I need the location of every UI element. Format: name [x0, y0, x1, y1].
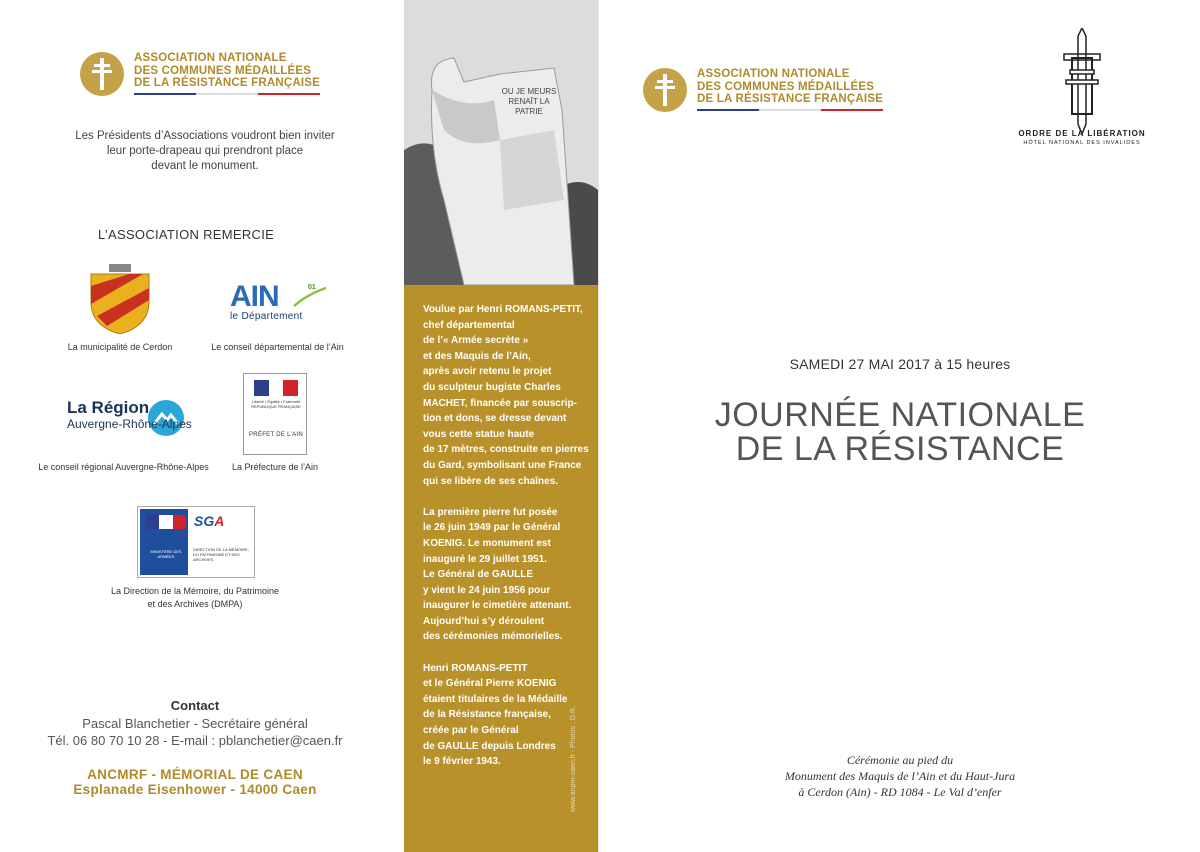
prefecture-logo: Liberté • Égalité • Fraternité RÉPUBLIQUE FRANÇAISE PRÉFET DE L’AIN: [243, 373, 307, 455]
association-name: ASSOCIATION NATIONALE DES COMMUNES MÉDAILLÉES DE LA RÉSISTANCE FRANÇAISE: [697, 68, 884, 105]
tricolor-rule: [697, 109, 883, 111]
monument-illustration: [404, 0, 598, 285]
history-paragraph-3: Henri ROMANS-PETIT et le Général Pierre KOENIG étaient titulaires de la Médaille de la Résistance française, créée par le Général de GAULLE depuis Londres le 9 février 1943.: [423, 662, 568, 768]
cerdon-coat-of-arms-icon: [89, 264, 151, 334]
cross-of-lorraine-icon: [643, 68, 687, 112]
event-date: SAMEDI 27 MAI 2017 à 15 heures: [789, 356, 1011, 372]
tricolor-rule: [134, 93, 320, 95]
marianne-flag-icon: [146, 515, 186, 529]
thanks-heading: L’ASSOCIATION REMERCIE: [98, 227, 275, 242]
memorial-name: ANCMRF - MÉMORIAL DE CAEN: [87, 767, 303, 782]
association-logo-right: [643, 68, 883, 112]
sponsor-caption-region: Le conseil régional Auvergne-Rhône-Alpes: [38, 462, 209, 472]
contact-heading: Contact: [170, 698, 220, 713]
monument-photo: [404, 0, 598, 285]
right-panel: [598, 0, 1200, 852]
middle-panel: [404, 0, 598, 852]
photo-credit: www.anpm-caen.fr - Photos : D.R.: [570, 706, 577, 812]
history-paragraph-2: La première pierre fut posée le 26 juin 1949 par le Général KOENIG. Le monument est inauguré le 29 juillet 1951. Le Général de GAULLE y vient le 24 juin 1956 pour inaugurer le cimetière attenant. Aujourd’hui s’y déroulent des cérémonies mémorielles.: [423, 506, 572, 643]
ceremony-location: Cérémonie au pied du Monument des Maquis de l’Ain et du Haut-Jura à Cerdon (Ain) - RD 1084 - Le Val d’enfer: [784, 753, 1016, 799]
sponsor-caption-ain: Le conseil départemental de l’Ain: [211, 342, 344, 352]
inscription-line-3: PATRIE: [515, 107, 543, 116]
cross-of-lorraine-icon: [80, 52, 124, 96]
ordre-de-la-liberation-logo: ORDRE DE LA LIBÉRATION HÔTEL NATIONAL DES INVALIDES: [1012, 24, 1152, 154]
invite-text: Les Présidents d’Associations voudront bien inviter leur porte-drapeau qui prendront place devant le monument.: [75, 130, 335, 172]
sponsor-caption-dmpa: La Direction de la Mémoire, du Patrimoine et des Archives (DMPA): [110, 586, 280, 609]
history-paragraph-1: Voulue par Henri ROMANS-PETIT, chef départemental de l’« Armée secrète » et des Maquis de l’Ain, après avoir retenu le projet du sculpteur bugiste Charles MACHET, financée par souscrip- tion et dons, se dresse devant vous cette statue haute de 17 mètres, construite en pierres du Gard, symbolisant une France qui se libère de ses chaînes.: [423, 304, 589, 487]
inscription-line-1: OU JE MEURS: [501, 87, 557, 96]
contact-phone-email: Tél. 06 80 70 10 28 - E-mail : pblanchetier@caen.fr: [47, 733, 343, 748]
dmpa-logo: MINISTÈRE DES ARMÉES SGA DIRECTION DE LA MÉMOIRE, DU PATRIMOINE ET DES ARCHIVES: [137, 506, 255, 578]
sponsor-caption-prefecture: La Préfecture de l’Ain: [231, 462, 319, 472]
contact-name: Pascal Blanchetier - Secrétaire général: [82, 716, 308, 731]
association-name: ASSOCIATION NATIONALE DES COMMUNES MÉDAILLÉES DE LA RÉSISTANCE FRANÇAISE: [134, 52, 321, 89]
inscription-line-2: RENAÎT LA: [508, 97, 550, 106]
association-logo: [80, 52, 320, 96]
sponsor-caption-cerdon: La municipalité de Cerdon: [67, 342, 173, 352]
memorial-address: Esplanade Eisenhower - 14000 Caen: [73, 782, 317, 797]
event-title: JOURNÉE NATIONALE DE LA RÉSISTANCE: [714, 396, 1086, 468]
monument-history-text: [423, 302, 589, 785]
marianne-flag-icon: [254, 380, 298, 396]
left-panel: [0, 0, 404, 852]
ain-departement-logo: AIN 01 le Département: [230, 282, 303, 322]
sword-cross-icon: [1058, 28, 1106, 136]
region-logo: La Région Auvergne-Rhône-Alpes: [67, 398, 192, 431]
